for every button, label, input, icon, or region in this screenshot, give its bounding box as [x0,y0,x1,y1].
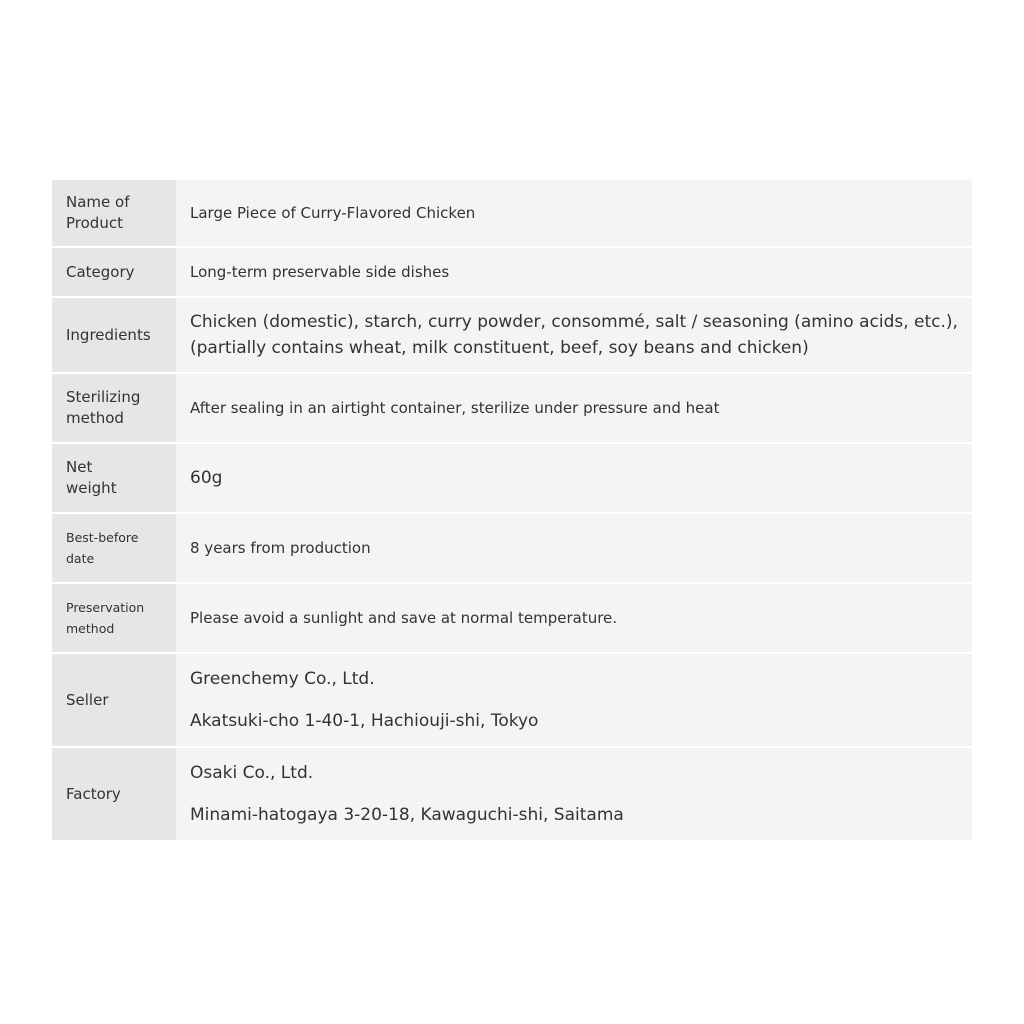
label-text: Name of Product [66,193,130,232]
row-sterilizing-method [52,372,972,442]
value-text: Please avoid a sunlight and save at normal temperature. [190,609,618,627]
label-category [52,248,176,296]
row-seller [52,652,972,746]
label-text: Best-before date [66,530,139,566]
row-best-before-date [52,512,972,582]
value-preservation-method [176,584,972,652]
label-product-name [52,180,176,246]
label-seller [52,654,176,746]
row-product-name [52,180,972,246]
label-preservation-method [52,584,176,652]
value-text: Large Piece of Curry-Flavored Chicken [190,204,476,222]
row-net-weight [52,442,972,512]
factory-name: Osaki Co., Ltd. [190,763,314,783]
seller-name: Greenchemy Co., Ltd. [190,669,375,689]
seller-address: Akatsuki-cho 1-40-1, Hachiouji-shi, Tokyo [190,711,539,731]
value-sterilizing-method [176,374,972,442]
label-text: Preservation method [66,600,145,636]
value-seller [176,654,972,746]
label-net-weight [52,444,176,512]
label-text: Factory [66,784,121,803]
label-factory [52,748,176,840]
factory-address: Minami-hatogaya 3-20-18, Kawaguchi-shi, Saitama [190,805,624,825]
row-category [52,246,972,296]
value-text: 8 years from production [190,539,371,557]
value-best-before-date [176,514,972,582]
value-net-weight [176,444,972,512]
label-text: Category [66,262,135,281]
product-spec-table [52,180,972,840]
value-text: After sealing in an airtight container, sterilize under pressure and heat [190,399,720,417]
value-product-name [176,180,972,246]
value-text: Chicken (domestic), starch, curry powder, consommé, salt / seasoning (amino acids, etc.), (partially contains wheat, milk constituent, beef, soy beans and chicken) [190,312,958,358]
value-factory [176,748,972,840]
row-factory [52,746,972,840]
label-text: Seller [66,690,109,709]
label-text: Net weight [66,458,117,497]
label-text: Ingredients [66,325,151,344]
value-category [176,248,972,296]
row-ingredients [52,296,972,372]
label-best-before-date [52,514,176,582]
row-preservation-method [52,582,972,652]
value-text: 60g [190,468,223,488]
label-ingredients [52,298,176,372]
value-text: Long-term preservable side dishes [190,263,450,281]
label-sterilizing-method [52,374,176,442]
label-text: Sterilizing method [66,388,141,427]
value-ingredients [176,298,972,372]
